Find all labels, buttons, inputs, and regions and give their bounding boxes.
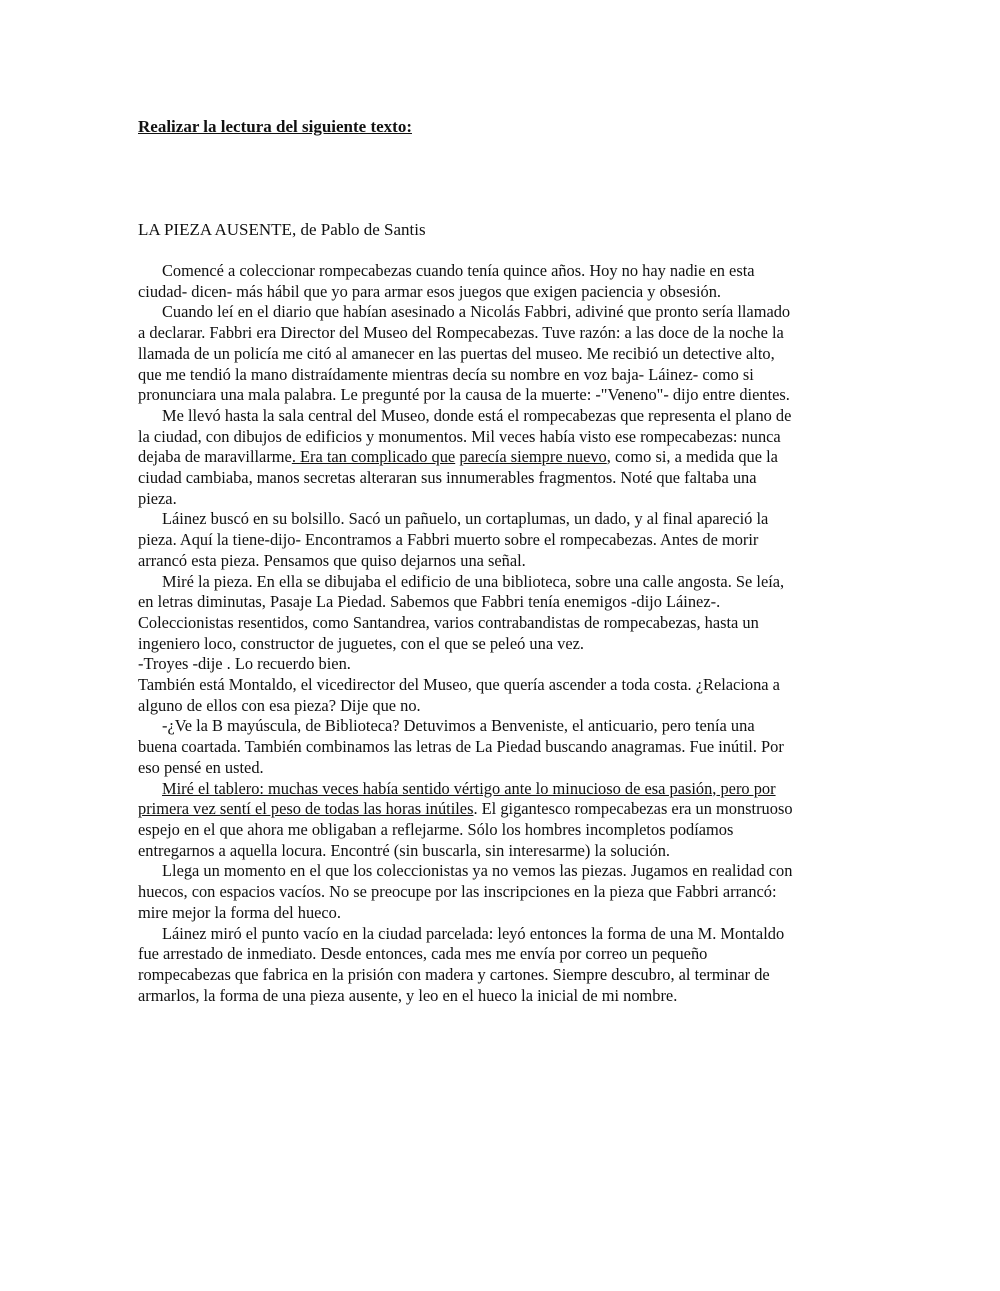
text-line <box>138 799 866 820</box>
text-line <box>138 385 866 406</box>
text-segment: -¿Ve la B mayúscula, de Biblioteca? Detuvimos a Benveniste, el anticuario, pero tenía una <box>162 716 755 736</box>
text-segment: pieza. Aquí la tiene-dijo- Encontramos a Fabbri muerto sobre el rompecabezas. Antes de morir <box>138 530 759 550</box>
story-body <box>138 261 866 1006</box>
text-line <box>138 344 866 365</box>
text-segment: , como si, a medida que la <box>606 447 778 467</box>
text-segment: Láinez miró el punto vacío en la ciudad parcelada: leyó entonces la forma de una M. Montaldo <box>162 923 785 943</box>
text-line <box>138 572 866 593</box>
story-title: LA PIEZA AUSENTE, de Pablo de Santis <box>138 220 426 239</box>
text-line <box>138 758 866 779</box>
text-line <box>138 882 866 903</box>
underlined-text: . Era tan complicado que <box>291 447 456 467</box>
text-line <box>138 696 866 717</box>
text-segment: -Troyes -dije . Lo recuerdo bien. <box>138 654 351 674</box>
text-segment: Láinez buscó en su bolsillo. Sacó un pañuelo, un cortaplumas, un dado, y al final apareció la <box>162 509 769 529</box>
text-segment: entregarnos a aquella locura. Encontré (sin buscarla, sin interesarme) la solución. <box>138 840 671 860</box>
text-line <box>138 924 866 945</box>
text-segment: que me tendió la mano distraídamente mientras decía su nombre en voz baja- Láinez- como si <box>138 364 754 384</box>
text-line <box>138 634 866 655</box>
text-segment: arrancó esta pieza. Pensamos que quiso dejarnos una señal. <box>138 550 526 570</box>
text-segment: Me llevó hasta la sala central del Museo, donde está el rompecabezas que representa el plano de <box>162 405 792 425</box>
text-line <box>138 323 866 344</box>
text-line <box>138 489 866 510</box>
text-segment: mire mejor la forma del hueco. <box>138 902 341 922</box>
underlined-text: primera vez sentí el peso de todas las horas inútiles <box>138 799 474 819</box>
text-segment: ingeniero loco, constructor de juguetes, con el que se peleó una vez. <box>138 633 585 653</box>
text-segment: huecos, con espacios vacíos. No se preocupe por las inscripciones en la pieza que Fabbri arrancó: <box>138 882 777 902</box>
text-segment: alguno de ellos con esa pieza? Dije que no. <box>138 695 421 715</box>
text-line <box>138 861 866 882</box>
text-line <box>138 986 866 1007</box>
text-segment: fue arrestado de inmediato. Desde entonces, cada mes me envía por correo un pequeño <box>138 944 708 964</box>
text-segment: dejaba de maravillarme <box>138 447 292 467</box>
underlined-text: parecía siempre nuevo <box>459 447 607 467</box>
text-line <box>138 447 866 468</box>
text-segment: También está Montaldo, el vicedirector del Museo, que quería ascender a toda costa. ¿Relaciona a <box>138 675 780 695</box>
text-segment: a declarar. Fabbri era Director del Museo del Rompecabezas. Tuve razón: a las doce de la noche la <box>138 323 784 343</box>
text-line <box>138 820 866 841</box>
text-line <box>138 427 866 448</box>
text-segment: Cuando leí en el diario que habían asesinado a Nicolás Fabbri, adiviné que pronto sería llamado <box>162 302 791 322</box>
text-segment: ciudad- dicen- más hábil que yo para armar esos juegos que exigen paciencia y obsesión. <box>138 281 722 301</box>
text-line <box>138 965 866 986</box>
text-segment: eso pensé en usted. <box>138 757 264 777</box>
text-line <box>138 779 866 800</box>
text-line <box>138 903 866 924</box>
text-line <box>138 302 866 323</box>
text-segment: buena coartada. También combinamos las letras de La Piedad buscando anagramas. Fue inútil. Por <box>138 737 784 757</box>
text-line <box>138 716 866 737</box>
text-line <box>138 509 866 530</box>
text-line <box>138 675 866 696</box>
text-segment: en letras diminutas, Pasaje La Piedad. Sabemos que Fabbri tenía enemigos -dijo Láinez-. <box>138 592 721 612</box>
text-line <box>138 406 866 427</box>
text-line <box>138 944 866 965</box>
text-line <box>138 654 866 675</box>
reading-instruction: Realizar la lectura del siguiente texto: <box>138 117 412 136</box>
text-segment: . El gigantesco rompecabezas era un monstruoso <box>473 799 793 819</box>
text-line <box>138 365 866 386</box>
text-line <box>138 592 866 613</box>
text-segment: armarlos, la forma de una pieza ausente, y leo en el hueco la inicial de mi nombre. <box>138 985 678 1005</box>
text-line <box>138 841 866 862</box>
text-segment: pieza. <box>138 488 177 508</box>
text-line <box>138 282 866 303</box>
text-line <box>138 468 866 489</box>
text-segment: espejo en el que ahora me obligaban a reflejarme. Sólo los hombres incompletos podíamos <box>138 819 734 839</box>
text-segment: pronunciara una mala palabra. Le pregunté por la causa de la muerte: -"Veneno"- dijo entre dientes. <box>138 385 790 405</box>
text-line <box>138 613 866 634</box>
text-segment: la ciudad, con dibujos de edificios y monumentos. Mil veces había visto ese rompecabezas: nunca <box>138 426 781 446</box>
underlined-text: Miré el tablero: muchas veces había sentido vértigo ante lo minucioso de esa pasión, pero por <box>162 778 776 798</box>
text-line <box>138 530 866 551</box>
text-segment: ciudad cambiaba, manos secretas alteraran sus innumerables fragmentos. Noté que faltaba una <box>138 468 757 488</box>
text-segment: Comencé a coleccionar rompecabezas cuando tenía quince años. Hoy no hay nadie en esta <box>162 261 755 280</box>
text-segment: Coleccionistas resentidos, como Santandrea, varios contrabandistas de rompecabezas, hasta un <box>138 612 759 632</box>
text-segment: Miré la pieza. En ella se dibujaba el edificio de una biblioteca, sobre una calle angosta. Se leía, <box>162 571 785 591</box>
text-line <box>138 261 866 282</box>
text-line <box>138 737 866 758</box>
text-segment: Llega un momento en el que los coleccionistas ya no vemos las piezas. Jugamos en realidad con <box>162 861 793 881</box>
text-segment: rompecabezas que fabrica en la prisión con madera y cartones. Siempre descubro, al terminar de <box>138 964 770 984</box>
text-line <box>138 551 866 572</box>
text-segment: llamada de un policía me citó al amanecer en las puertas del museo. Me recibió un detective alto, <box>138 343 775 363</box>
